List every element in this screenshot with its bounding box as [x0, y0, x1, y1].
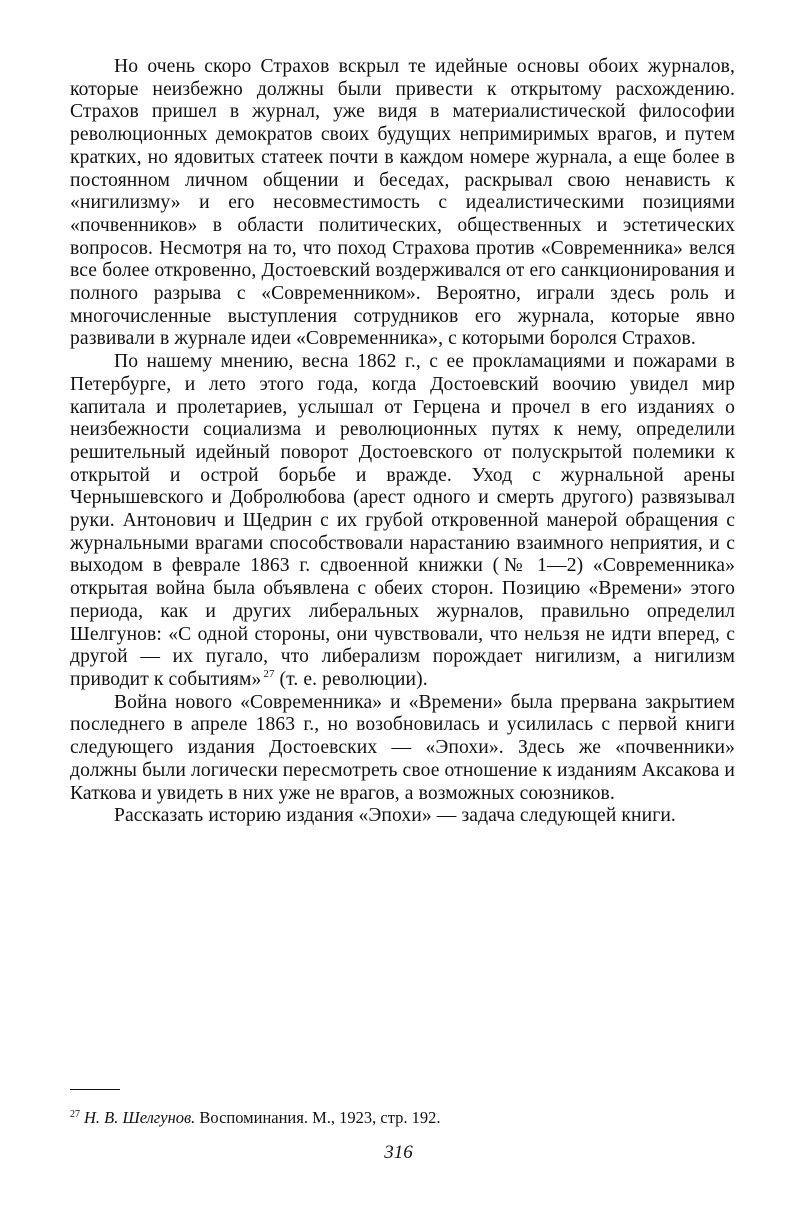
paragraph-2-tail: (т. е. революции).	[274, 668, 428, 690]
paragraph-4: Рассказать историю издания «Эпохи» — задача следующей книги.	[114, 805, 676, 827]
paragraph-2-text: По нашему мнению, весна 1862 г., с ее прокламациями и пожарами в Петербурге, и лето этого года, когда Достоевский воочию увидел мир капитала и пролетариев, услышал от Герцена и прочел в его изданиях о неизбежности социализма и революционных путях к нему, определили решительный идейный поворот Достоевского от полускрытой полемики к открытой и острой борьбе и вражде. Уход с журнальной арены Чернышевского и Добролюбова (арест одного и смерть другого) развязывал руки. Антонович и Щедрин с их грубой откровенной манерой обращения с журнальными врагами способствовали нарастанию взаимного неприятия, и с выходом в феврале 1863 г. сдвоенной книжки (№ 1—2) «Современника» открытая война была объявлена с обеих сторон. Позицию «Времени» этого периода, как и других либеральных журналов, правильно определил Шелгунов: «С одной стороны, они чувствовали, что нельзя не идти вперед, с другой — их пугало, что либерализм порождает нигилизм, а нигилизм приводит к событиям»	[70, 351, 735, 690]
paragraph-2	[70, 351, 735, 692]
footnote-author: Н. В. Шелгунов.	[84, 1108, 196, 1127]
page-number: 316	[384, 1142, 413, 1163]
footnote-reference[interactable]: 27	[263, 668, 275, 681]
footnote	[70, 1108, 735, 1128]
footnote-divider	[70, 1089, 120, 1090]
paragraph-1: Но очень скоро Страхов вскрыл те идейные основы обоих журналов, которые неизбежно должны были привести к открытому расхождению. Страхов пришел в журнал, уже видя в материалистической философии революционных демократов своих будущих непримиримых врагов, и путем кратких, но ядовитых статеек почти в каждом номере журнала, а еще более в постоянном личном общении и беседах, раскрывал свою ненависть к «нигилизму» и его несовместимость с идеалистическими позициями «почвенников» в области политических, общественных и эстетических вопросов. Несмотря на то, что поход Страхова против «Современника» велся все более откровенно, Достоевский воздерживался от его санкционирования и полного разрыва с «Современником». Вероятно, играли здесь роль и многочисленные выступления сотрудников его журнала, которые явно развивали в журнале идеи «Современника», с которыми боролся Страхов.	[70, 56, 735, 350]
footnote-number: 27	[70, 1108, 80, 1120]
footnote-source: Воспоминания. М., 1923, стр. 192.	[195, 1108, 441, 1127]
paragraph-3: Война нового «Современника» и «Времени» была прервана закрытием последнего в апреле 1863 г., но возобновилась и усилилась с первой книги следующего издания Достоевских — «Эпохи». Здесь же «почвенники» должны были логически пересмотреть свое отношение к изданиям Аксакова и Каткова и увидеть в них уже не врагов, а возможных союзников.	[70, 691, 735, 804]
page-body	[70, 56, 735, 828]
